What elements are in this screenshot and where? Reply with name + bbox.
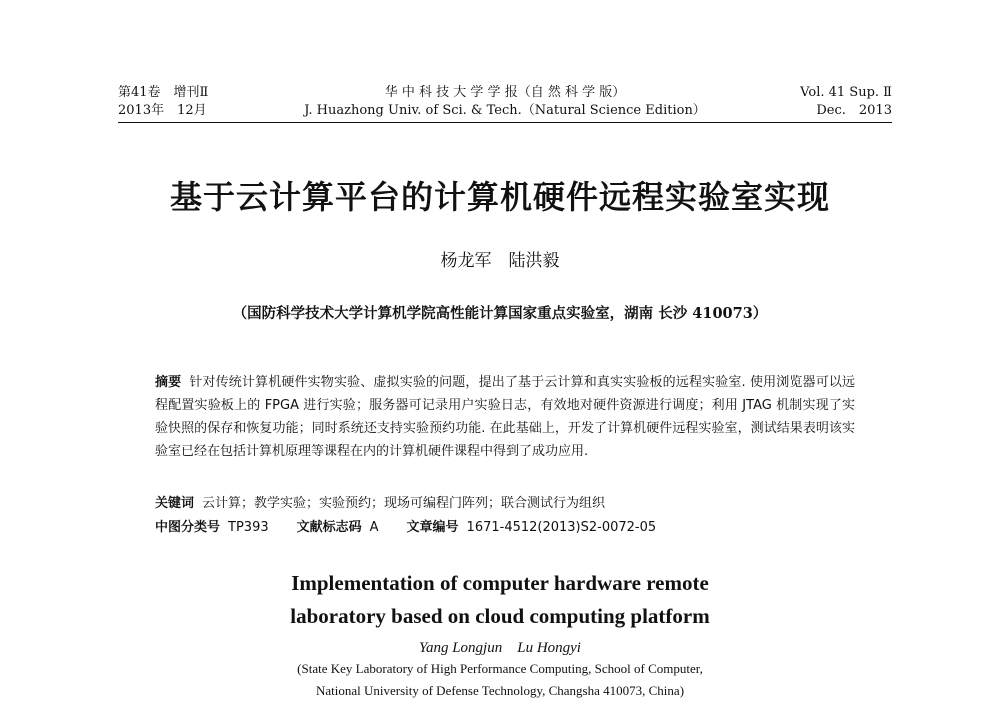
- keywords-label: 关键词: [155, 496, 195, 511]
- volume-en: Vol. 41 Sup. Ⅱ: [800, 85, 892, 100]
- doc-code-label: 文献标志码: [296, 520, 362, 535]
- keywords: [155, 492, 605, 511]
- volume-cn: 第41卷 增刊Ⅱ: [118, 85, 209, 100]
- header-row-2: [118, 102, 892, 120]
- clc-label: 中图分类号: [155, 520, 221, 535]
- affiliation-en: [0, 658, 1000, 702]
- journal-name-cn: 华 中 科 技 大 学 学 报（自 然 科 学 版）: [384, 85, 626, 100]
- keywords-text: 云计算；教学实验；实验预约；现场可编程门阵列；联合测试行为组织: [202, 496, 606, 511]
- affiliation-en-line-2: National University of Defense Technology, Changsha 410073, China): [315, 683, 685, 698]
- abstract-text: 针对传统计算机硬件实物实验、虚拟实验的问题，提出了基于云计算和真实实验板的远程实验室. 使用浏览器可以远程配置实验板上的 FPGA 进行实验；服务器可记录用户实验日志，有效地对硬件资源进行调度；利用 JTAG 机制实现了实验快照的保存和恢复功能；同时系统还支持实验预约功能. 在此基础上，开发了计算机硬件远程实验室，测试结果表明该实验室已经在包括计算机原理等课程在内的计算机硬件课程中得到了成功应用.: [155, 375, 855, 459]
- article-no-value: 1671-4512(2013)S2-0072-05: [466, 520, 657, 535]
- classification-line: [155, 516, 656, 535]
- running-header: [118, 84, 892, 123]
- header-row-1: [118, 84, 892, 102]
- abstract-label: 摘要: [155, 375, 182, 390]
- date-en: Dec. 2013: [816, 103, 892, 118]
- affiliation-cn: （国防科学技术大学计算机学院高性能计算国家重点实验室，湖南 长沙 410073）: [232, 305, 768, 322]
- affiliation-en-line-1: (State Key Laboratory of High Performance Computing, School of Computer,: [297, 661, 703, 676]
- paper-title-en: [0, 567, 1000, 633]
- doc-code-value: A: [369, 520, 379, 535]
- authors-cn: 杨龙军 陆洪毅: [440, 251, 560, 271]
- abstract: [155, 371, 855, 463]
- authors-en: Yang Longjun Lu Hongyi: [419, 640, 581, 656]
- clc-value: TP393: [228, 520, 269, 535]
- title-en-line-1: Implementation of computer hardware remote: [291, 571, 709, 595]
- date-cn: 2013年 12月: [118, 103, 207, 118]
- title-en-line-2: laboratory based on cloud computing platform: [290, 604, 710, 628]
- paper-title-cn: 基于云计算平台的计算机硬件远程实验室实现: [169, 178, 830, 216]
- journal-name-en: J. Huazhong Univ. of Sci. & Tech.（Natural Science Edition）: [304, 103, 706, 118]
- article-no-label: 文章编号: [406, 520, 459, 535]
